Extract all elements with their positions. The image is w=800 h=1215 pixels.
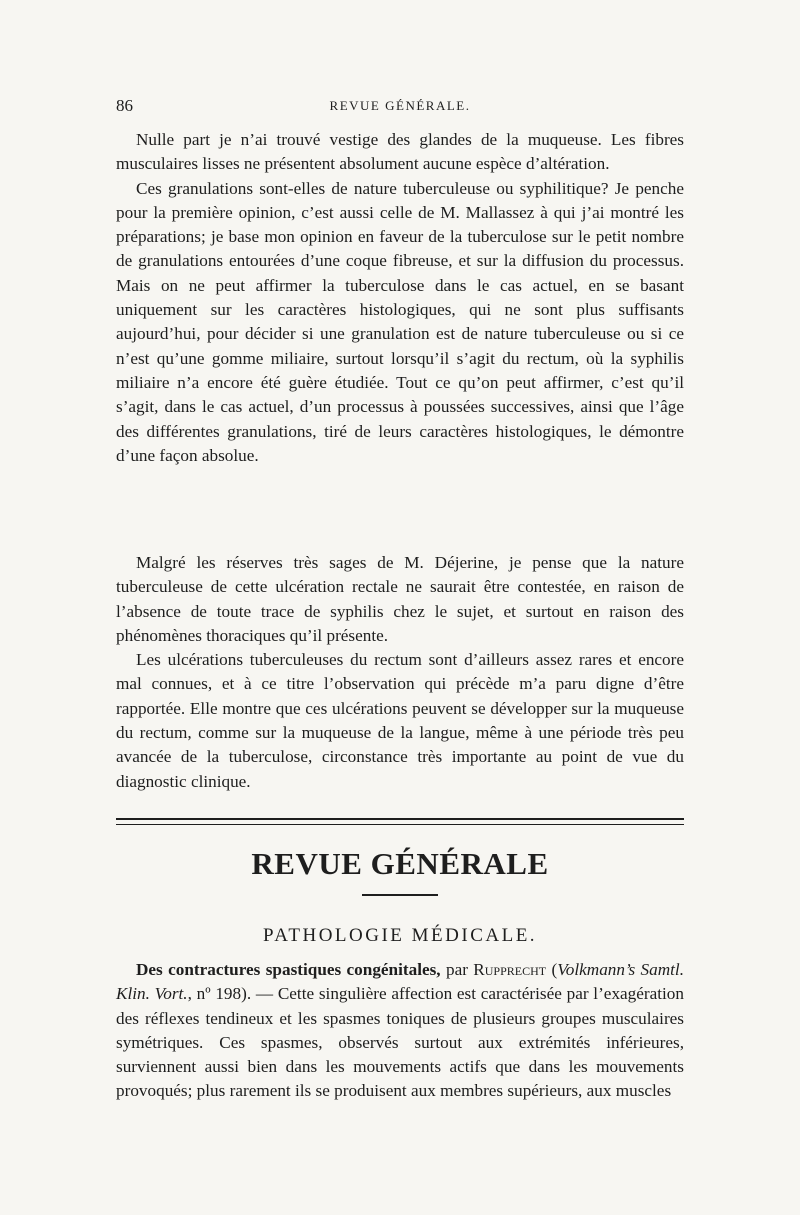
paragraph: Les ulcérations tuberculeuses du rectum sont d’ailleurs assez rares et encore mal connues, et à ce titre l’observation qui précède m’a paru digne d’être rapportée. Elle montre que ces ulcérations peuvent se développer sur la muqueuse du rectum, comme sur la muqueuse de la langue, même à une période très peu avancée de la tuberculose, circonstance très importante au point de vue du diagnostic clinique. (116, 650, 684, 791)
section-divider (116, 818, 684, 825)
subsection-title: PATHOLOGIE MÉDICALE. (262, 925, 538, 946)
article-abstract (116, 958, 684, 1104)
paragraph: Nulle part je n’ai trouvé vestige des glandes de la muqueuse. Les fibres musculaires lisses ne présentent absolument aucune espèce d’altération. (116, 130, 684, 174)
title-underline (362, 894, 438, 896)
paragraph: Malgré les réserves très sages de M. Déjerine, je pense que la nature tuberculeuse de cette ulcération rectale ne saurait être contestée, en raison de l’absence de toute trace de syphilis chez le sujet, et surtout en raison des phénomènes thoraciques qu’il présente. (116, 553, 684, 645)
article-by: par (440, 960, 474, 979)
article-open-paren: ( (546, 960, 558, 979)
paragraph: Ces granulations sont-elles de nature tuberculeuse ou syphilitique? Je penche pour la première opinion, c’est aussi celle de M. Mallassez à qui j’ai montré les préparations; je base mon opinion en faveur de la tuberculose sur le petit nombre de granulations entourées d’une coque fibreuse, et sur la diffusion du processus. Mais on ne peut affirmer la tuberculose dans le cas actuel, en se basant uniquement sur les caractères histologiques, qui ne sont plus suffisants aujourd’hui, pour décider si une granulation est de nature tuberculeuse ou si ce n’est qu’une gomme miliaire, surtout lorsqu’il s’agit du rectum, où la syphilis miliaire n’a encore été guère étudiée. Tout ce qu’on peut affirmer, c’est qu’il s’agit, dans le cas actuel, d’un processus à poussées successives, ainsi que l’âge des différentes granulations, tiré de leurs caractères histologiques, le démontre d’une façon absolue. (116, 178, 684, 465)
section-title: REVUE GÉNÉRALE (251, 846, 549, 881)
text-block-upper (116, 128, 684, 468)
running-title: REVUE GÉNÉRALE. (329, 98, 471, 113)
text-block-conclusion (116, 551, 684, 794)
page-number: 86 (116, 96, 133, 115)
article-source: Volkmann’s Samtl. Klin. Vort. (116, 960, 684, 1004)
article-title: Des contractures spastiques congénitales, (136, 960, 441, 979)
article-author: Rupprecht (473, 960, 547, 979)
running-header (116, 96, 684, 116)
article-number: , nº 198). — (187, 984, 278, 1004)
article-text: Cette singulière affection est caractérisée par l’exagération des réflexes tendineux et les spasmes toniques de plusieurs groupes musculaires symétriques. Ces spasmes, observés surtout aux extrémités inférieures, surviennent aussi bien dans les mouvements actifs que dans les mouvements provoqués; plus rarement ils se produisent aux membres supérieurs, aux muscles (116, 984, 684, 1101)
article-paragraph (116, 958, 684, 1104)
